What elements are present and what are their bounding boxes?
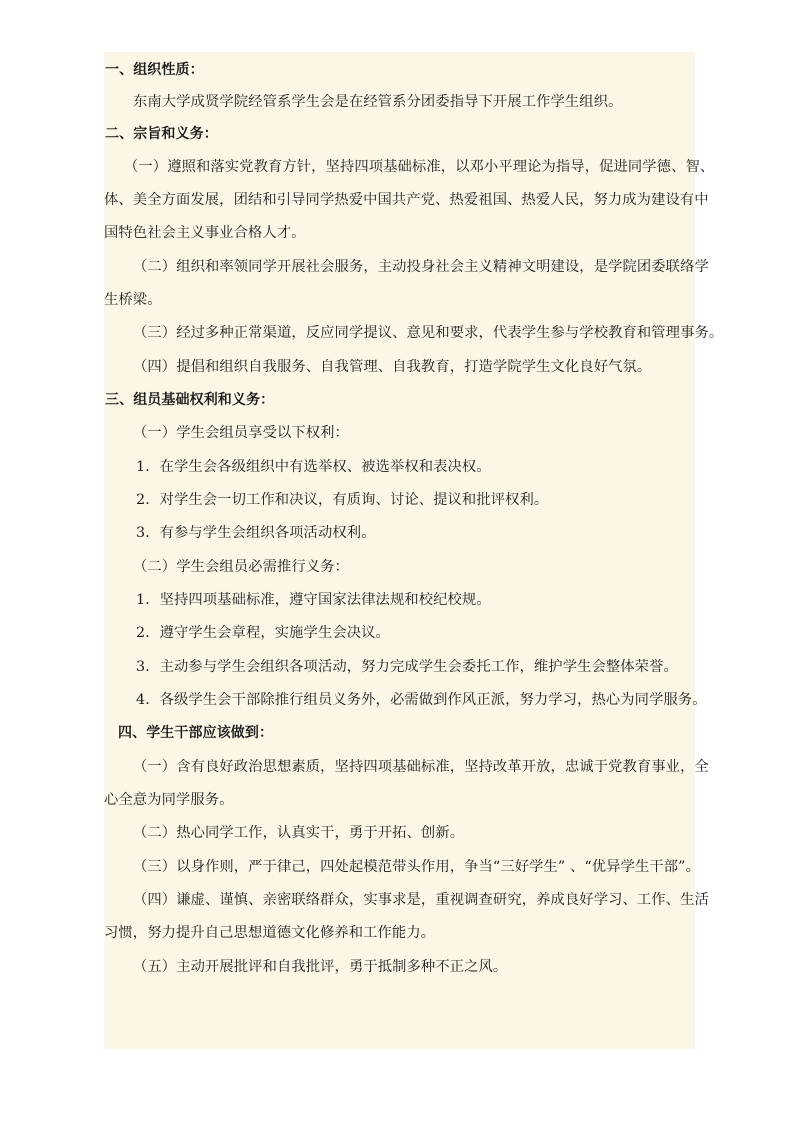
section-3-right-1: 1．在学生会各级组织中有选举权、被选举权和表决权。 [136,459,491,475]
section-3-heading: 三、组员基础权利和义务： [105,392,275,408]
section-3-duties-title: （二）学生会组员必需推行义务： [133,559,349,575]
section-3-duty-2: 2．遵守学生会章程，实施学生会决议。 [136,625,390,641]
section-4-item-2: （二）热心同学工作，认真实干，勇于开拓、创新。 [133,825,465,841]
section-3-right-3: 3．有参与学生会组织各项活动权利。 [136,525,376,541]
section-4-item-1-line-1: （一）含有良好政治思想素质，坚持四项基础标准，坚持改革开放，忠诚于党教育事业，全 [133,759,709,775]
section-2-item-2-line-2: 生桥梁。 [104,292,162,308]
section-3-duty-1: 1．坚持四项基础标准，遵守国家法律法规和校纪校规。 [136,592,491,608]
section-3-duty-4: 4．各级学生会干部除推行组员义务外，必需做到作风正派，努力学习，热心为同学服务。 [136,692,707,708]
section-3-right-2: 2．对学生会一切工作和决议，有质询、讨论、提议和批评权利。 [136,492,549,508]
section-2-item-2-line-1: （二）组织和率领同学开展社会服务，主动投身社会主义精神文明建设，是学院团委联络学 [133,259,709,275]
section-3-duty-3: 3．主动参与学生会组织各项活动，努力完成学生会委托工作，维护学生会整体荣誉。 [136,659,678,675]
section-4-heading: 四、学生干部应该做到： [118,725,274,741]
section-2-item-4: （四）提倡和组织自我服务、自我管理、自我教育，打造学院学生文化良好气氛。 [133,359,652,375]
section-1-text: 东南大学成贤学院经管系学生会是在经管系分团委指导下开展工作学生组织。 [133,94,623,110]
section-2-item-1-line-2: 体、美全方面发展，团结和引导同学热爱中国共产党、热爱祖国、热爱人民，努力成为建设有中 [104,192,709,208]
section-4-item-5: （五）主动开展批评和自我批评，勇于抵制多种不正之风。 [133,959,508,975]
section-4-item-1-line-2: 心全意为同学服务。 [104,792,234,808]
section-2-item-3: （三）经过多种正常渠道，反应同学提议、意见和要求，代表学生参与学校教育和管理事务。 [133,325,724,341]
section-4-item-3: （三）以身作则，严于律己，四处起模范带头作用，争当“三好学生” 、“优异学生干部”。 [133,859,700,875]
section-1-heading: 一、组织性质： [105,62,204,78]
section-2-item-1-line-1: （一）遵照和落实党教育方针，坚持四项基础标准，以邓小平理论为指导，促进同学德、智、 [124,159,715,175]
section-4-item-4-line-1: （四）谦虚、谨慎、亲密联络群众，实事求是，重视调查研究，养成良好学习、工作、生活 [133,892,709,908]
section-2-item-1-line-3: 国特色社会主义事业合格人才。 [104,225,306,241]
section-3-rights-title: （一）学生会组员享受以下权利： [133,425,349,441]
section-4-item-4-line-2: 习惯，努力提升自己思想道德文化修养和工作能力。 [104,925,436,941]
section-2-heading: 二、宗旨和义务： [105,126,218,142]
